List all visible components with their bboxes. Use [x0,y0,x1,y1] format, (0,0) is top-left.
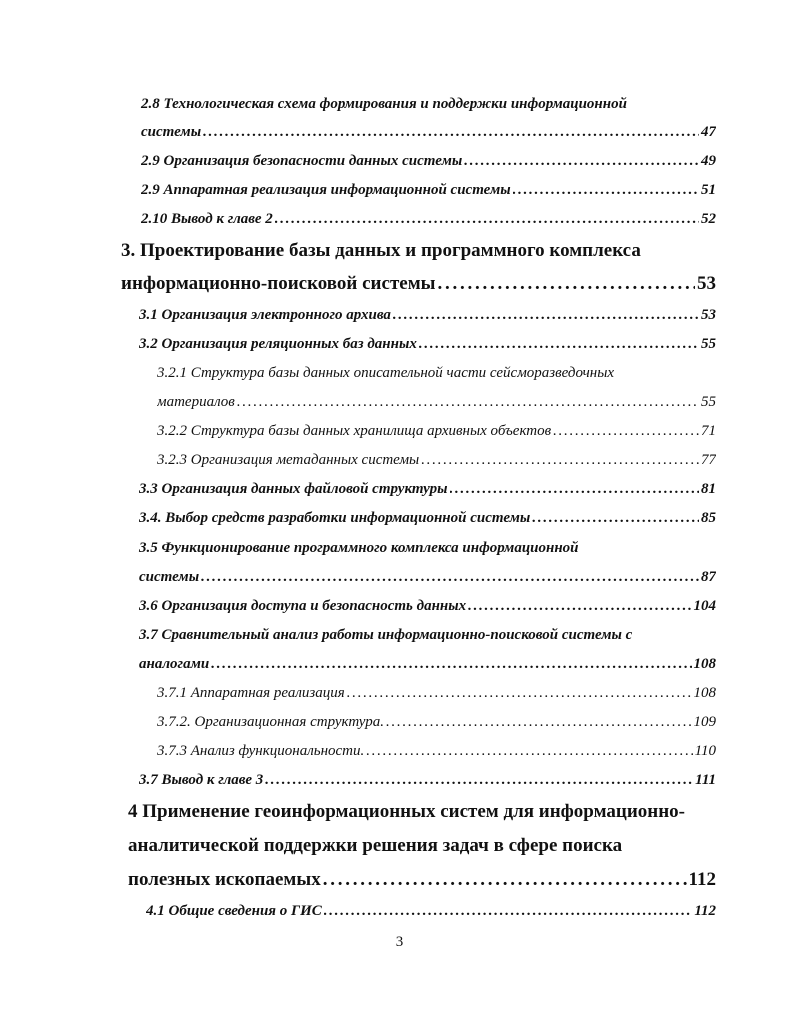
toc-entry-page: 81 [701,481,716,497]
dot-leader [366,743,692,760]
toc-entry-page: 112 [688,869,716,890]
toc-chapter-4-line2: аналитической поддержки решения задач в сфере поиска [128,835,623,856]
toc-entry-page: 47 [701,124,716,140]
toc-entry-page: 53 [701,307,716,323]
dot-leader [553,423,699,440]
toc-entry-3-1[interactable] [139,307,716,324]
toc-entry-4-1[interactable] [146,903,716,920]
toc-entry-title: полезных ископаемых [128,869,321,890]
toc-entry-3-7[interactable] [139,656,716,673]
toc-entry-page: 52 [701,211,716,227]
toc-entry-title: 3.2.3 Организация метаданных системы [157,452,420,468]
toc-entry-page: 53 [697,273,716,294]
toc-entry-page: 109 [693,714,716,730]
toc-entry-title: системы [139,569,200,585]
toc-entry-page: 110 [694,743,716,759]
dot-leader [513,182,699,199]
dot-leader [421,452,699,469]
toc-entry-title: 2.9 Организация безопасности данных системы [141,153,463,169]
toc-entry-3-5-line1: 3.5 Функционирование программного комплекса информационной [139,540,579,556]
toc-entry-page: 108 [693,656,716,672]
toc-entry-page: 49 [701,153,716,169]
toc-entry-2-10[interactable] [141,211,716,228]
toc-entry-page: 55 [701,336,716,352]
toc-entry-3-7-2[interactable] [157,714,716,731]
toc-chapter-3[interactable] [121,273,716,295]
toc-entry-title: 3.7 Вывод к главе 3 [139,772,264,788]
toc-entry-title: 3.2 Организация реляционных баз данных [139,336,417,352]
dot-leader [419,336,699,353]
toc-entry-title: 4.1 Общие сведения о ГИС [146,903,322,919]
toc-entry-2-9-security[interactable] [141,153,716,170]
toc-entry-3-2[interactable] [139,336,716,353]
toc-entry-3-2-2[interactable] [157,423,716,440]
toc-entry-title: 2.9 Аппаратная реализация информационной системы [141,182,511,198]
toc-entry-3-2-1[interactable] [157,394,716,411]
dot-leader [203,124,699,141]
toc-chapter-4-line1: 4 Применение геоинформационных систем для информационно- [128,801,686,822]
toc-entry-page: 108 [693,685,716,701]
dot-leader [468,598,691,615]
toc-entry-2-8[interactable] [141,124,716,141]
toc-entry-title: аналогами [139,656,210,672]
toc-entry-title: материалов [157,394,235,410]
toc-entry-title: 3.7.3 Анализ функциональности. [157,743,365,759]
toc-entry-2-8-line1: 2.8 Технологическая схема формирования и поддержки информационной [141,96,627,112]
toc-entry-title: 3.1 Организация электронного архива [139,307,391,323]
dot-leader [237,394,699,411]
toc-entry-3-4[interactable] [139,510,716,527]
dot-leader [265,772,693,789]
toc-entry-3-6[interactable] [139,598,716,615]
toc-entry-page: 55 [701,394,716,410]
toc-entry-title: 3.3 Организация данных файловой структуры [139,481,448,497]
toc-entry-3-7-line1: 3.7 Сравнительный анализ работы информационно-поисковой системы с [139,627,633,643]
toc-entry-title: системы [141,124,202,140]
toc-entry-title: 3.2.2 Структура базы данных хранилища архивных объектов [157,423,552,439]
toc-entry-title: 3.4. Выбор средств разработки информационной системы [139,510,531,526]
page-number: 3 [395,934,404,950]
toc-chapter-3-line1: 3. Проектирование базы данных и программного комплекса [121,240,641,261]
toc-entry-3-2-3[interactable] [157,452,716,469]
toc-entry-page: 85 [701,510,716,526]
toc-entry-3-5[interactable] [139,569,716,586]
toc-entry-page: 71 [701,423,716,439]
dot-leader [347,685,692,702]
toc-entry-3-7-3[interactable] [157,743,716,760]
toc-entry-page: 111 [695,772,716,788]
toc-entry-title: 2.10 Вывод к главе 2 [141,211,273,227]
toc-entry-title: информационно-поисковой системы [121,273,436,294]
dot-leader [275,211,699,228]
dot-leader [464,153,699,170]
toc-entry-2-9-hardware[interactable] [141,182,716,199]
toc-entry-3-2-1-line1: 3.2.1 Структура базы данных описательной части сейсморазведочных [157,365,615,381]
dot-leader [323,869,687,891]
dot-leader [532,510,699,527]
toc-entry-page: 112 [694,903,716,919]
dot-leader [386,714,691,731]
dot-leader [211,656,691,673]
dot-leader [324,903,693,920]
dot-leader [450,481,699,498]
toc-entry-3-7-conclusion[interactable] [139,772,716,789]
dot-leader [201,569,699,586]
toc-entry-page: 77 [701,452,716,468]
toc-entry-page: 104 [693,598,716,614]
toc-chapter-4[interactable] [128,869,716,891]
toc-entry-title: 3.6 Организация доступа и безопасность данных [139,598,467,614]
dot-leader [393,307,699,324]
toc-entry-title: 3.7.1 Аппаратная реализация [157,685,345,701]
toc-entry-page: 87 [701,569,716,585]
toc-entry-3-7-1[interactable] [157,685,716,702]
toc-entry-3-3[interactable] [139,481,716,498]
toc-entry-title: 3.7.2. Организационная структура. [157,714,385,730]
dot-leader [437,273,695,295]
toc-entry-page: 51 [701,182,716,198]
